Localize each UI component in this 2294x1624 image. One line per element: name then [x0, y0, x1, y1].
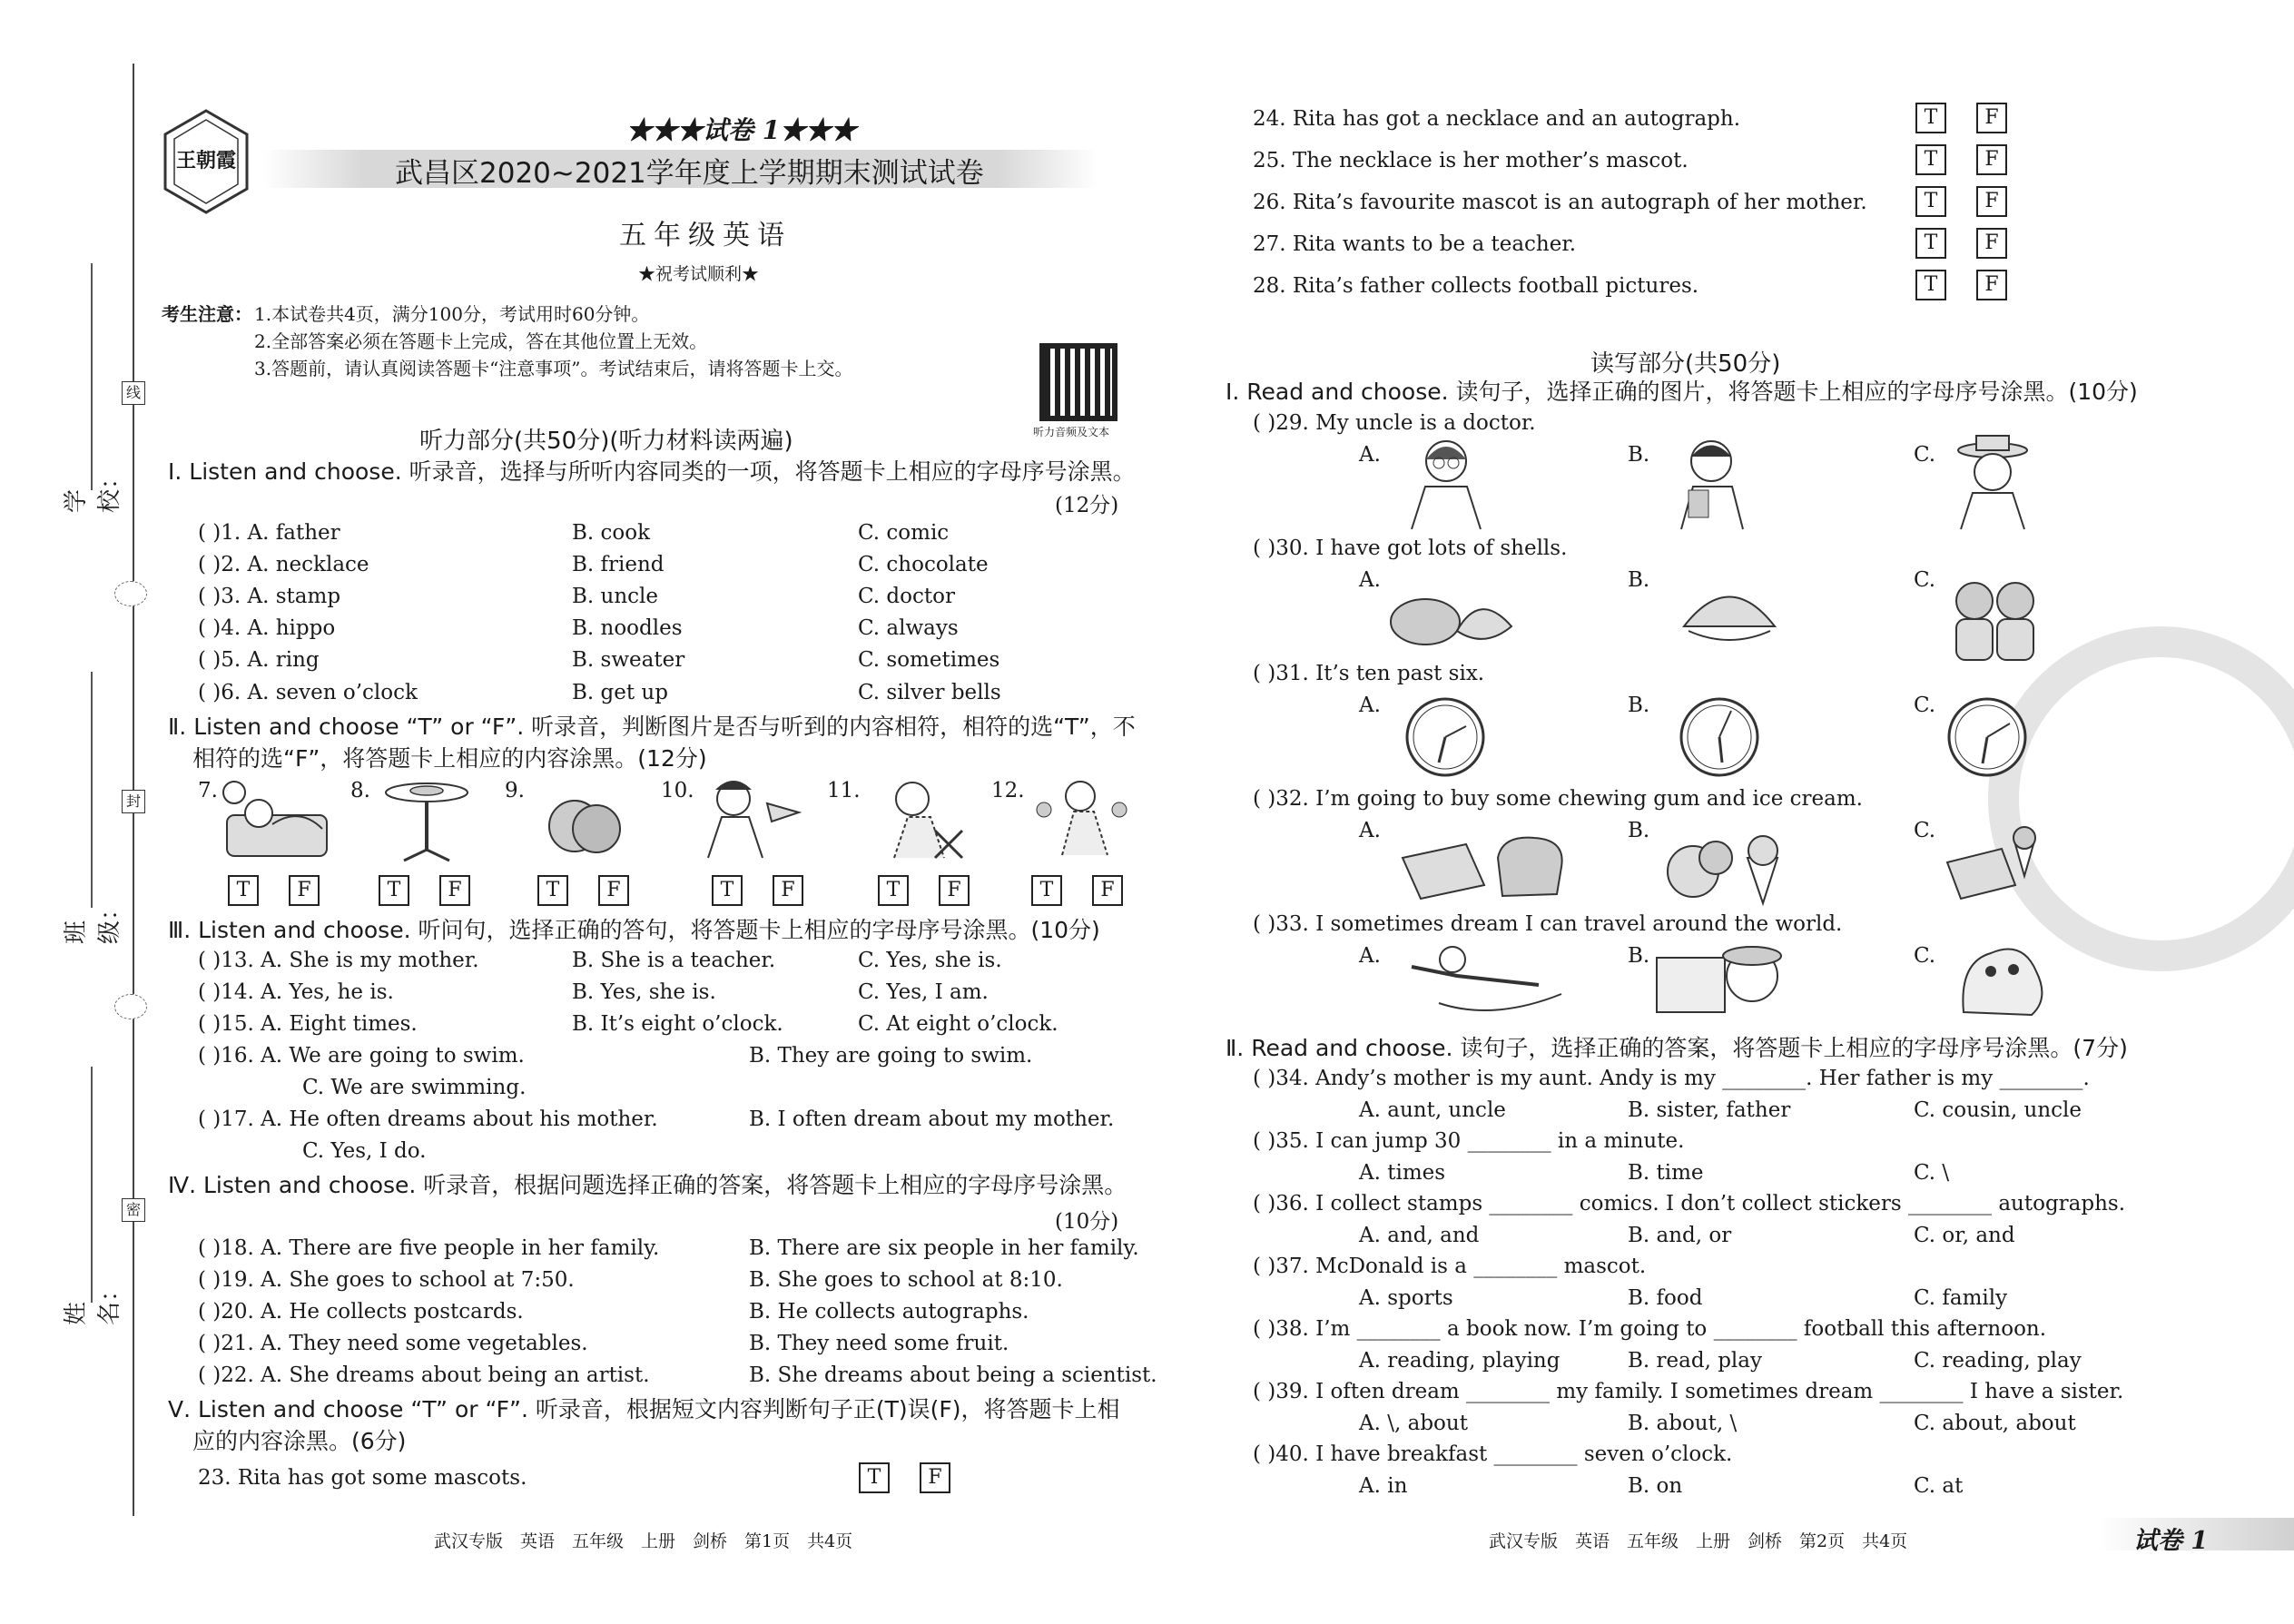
q1-c[interactable]: C. comic [858, 521, 950, 545]
q2-c[interactable]: C. chocolate [858, 553, 989, 576]
tf-25-f[interactable]: F [1976, 144, 2007, 175]
notice-label: 考生注意： [162, 303, 252, 325]
jellyfish-hat-icon [1675, 576, 1784, 658]
q33-opt-b[interactable]: B. [1628, 944, 1650, 968]
q35-c[interactable]: C. \ [1914, 1161, 1950, 1185]
q32: ( )32. I’m going to buy some chewing gum and ice cream. [1253, 787, 1863, 811]
gum-and-ice-cream-icon [1943, 822, 2043, 908]
q3-a[interactable]: ( )3. A. stamp [198, 585, 341, 608]
school-label: 学校： [63, 465, 123, 513]
listening-title: 听力部分(共50分)(听力材料读两遍) [419, 428, 793, 455]
pic-num-7: 7. [198, 779, 218, 802]
name-label: 姓名： [63, 1277, 123, 1325]
tf-10-t[interactable]: T [712, 875, 743, 906]
s3-instruction: Ⅲ. Listen and choose. 听问句，选择正确的答句，将答题卡上相应的字母序号涂黑。(10分) [168, 917, 1100, 943]
tf-9-f[interactable]: F [598, 875, 629, 906]
clock-icon [1403, 694, 1489, 781]
q4-b[interactable]: B. noodles [572, 616, 683, 640]
q36-b[interactable]: B. and, or [1628, 1224, 1732, 1247]
q33-opt-a[interactable]: A. [1359, 944, 1381, 968]
q16-a[interactable]: ( )16. A. We are going to swim. [198, 1044, 525, 1068]
tf-10-f[interactable]: F [773, 875, 803, 906]
q5-b[interactable]: B. sweater [572, 648, 685, 672]
tf-8-t[interactable]: T [379, 875, 409, 906]
binding-hole [114, 581, 147, 606]
class-label: 班级： [63, 896, 123, 944]
q30-opt-b[interactable]: B. [1628, 568, 1650, 592]
q15-b[interactable]: B. It’s eight o’clock. [572, 1012, 783, 1036]
teddy-bears-icon [1943, 574, 2047, 664]
pic-num-9: 9. [505, 779, 525, 802]
tf-9-t[interactable]: T [537, 875, 568, 906]
q36-c[interactable]: C. or, and [1914, 1224, 2015, 1247]
q35-b[interactable]: B. time [1628, 1161, 1704, 1185]
q31: ( )31. It’s ten past six. [1253, 662, 1485, 685]
q35: ( )35. I can jump 30 ________ in a minute. [1253, 1129, 1685, 1153]
q40-a[interactable]: A. in [1359, 1474, 1408, 1498]
tf-27-f[interactable]: F [1976, 228, 2007, 259]
q36: ( )36. I collect stamps ________ comics. I don’t collect stickers ________ autographs. [1253, 1192, 2126, 1216]
monster-icon [1950, 935, 2050, 1021]
q13-a[interactable]: ( )13. A. She is my mother. [198, 949, 479, 972]
sleeping-child-icon [218, 779, 336, 861]
q25: 25. The necklace is her mother’s mascot. [1253, 149, 1689, 172]
q33: ( )33. I sometimes dream I can travel around the world. [1253, 912, 1843, 936]
binding-mark-line: 线 [122, 381, 145, 405]
brand-logo [156, 107, 256, 216]
class-blank[interactable] [91, 672, 93, 908]
clock-icon [1944, 694, 2031, 781]
q19-b[interactable]: B. She goes to school at 8:10. [749, 1268, 1063, 1292]
qr-caption: 听力音频及文本 [1033, 426, 1110, 438]
q24: 24. Rita has got a necklace and an autograph. [1253, 107, 1741, 131]
q30-opt-a[interactable]: A. [1359, 568, 1381, 592]
s2-instruction-1: Ⅱ. Listen and choose “T” or “F”. 听录音，判断图片是否与听到的内容相符，相符的选“T”，不 [168, 714, 1136, 740]
q40-c[interactable]: C. at [1914, 1474, 1964, 1498]
q20-a[interactable]: ( )20. A. He collects postcards. [198, 1300, 524, 1324]
tf-23-f[interactable]: F [920, 1462, 950, 1493]
q38-c[interactable]: C. reading, play [1914, 1349, 2082, 1373]
q32-opt-b[interactable]: B. [1628, 819, 1650, 842]
q26: 26. Rita’s favourite mascot is an autograph of her mother. [1253, 191, 1867, 214]
q1-a[interactable]: ( )1. A. father [198, 521, 340, 545]
subject: 五年级英语 [619, 220, 792, 251]
pic-num-8: 8. [350, 779, 370, 802]
q6-a[interactable]: ( )6. A. seven o’clock [198, 681, 418, 704]
q34-c[interactable]: C. cousin, uncle [1914, 1098, 2082, 1122]
tf-28-f[interactable]: F [1976, 270, 2007, 300]
tf-23-t[interactable]: T [859, 1462, 890, 1493]
q27: 27. Rita wants to be a teacher. [1253, 232, 1577, 256]
wish: ★祝考试顺利★ [638, 264, 760, 284]
footer-right: 武汉专版 英语 五年级 上册 剑桥 第2页 共4页 [1489, 1531, 1908, 1551]
binding-hole [114, 994, 147, 1019]
clown-juggling-icon [1030, 773, 1130, 862]
q38-b[interactable]: B. read, play [1628, 1349, 1762, 1373]
notice-item: 2.全部答案必须在答题卡上完成，答在其他位置上无效。 [254, 330, 708, 352]
footer-left: 武汉专版 英语 五年级 上册 剑桥 第1页 共4页 [434, 1531, 853, 1551]
q34: ( )34. Andy’s mother is my aunt. Andy is my ________. Her father is my ________. [1253, 1067, 2090, 1090]
q3-c[interactable]: C. doctor [858, 585, 955, 608]
s4-score: (10分) [1055, 1210, 1119, 1234]
q6-b[interactable]: B. get up [572, 681, 668, 704]
q21-a[interactable]: ( )21. A. They need some vegetables. [198, 1332, 588, 1355]
q34-b[interactable]: B. sister, father [1628, 1098, 1791, 1122]
q13-b[interactable]: B. She is a teacher. [572, 949, 776, 972]
tf-8-f[interactable]: F [439, 875, 470, 906]
q17-b[interactable]: B. I often dream about my mother. [749, 1107, 1115, 1131]
watermark-secret-icon [1988, 626, 2294, 971]
q19-a[interactable]: ( )19. A. She goes to school at 7:50. [198, 1268, 575, 1292]
binding-margin [0, 0, 163, 1624]
old-man-with-hat-icon [1947, 434, 2033, 529]
q37-b[interactable]: B. food [1628, 1286, 1703, 1310]
q17-a[interactable]: ( )17. A. He often dreams about his mother. [198, 1107, 658, 1131]
gum-and-bread-icon [1398, 831, 1580, 903]
q40: ( )40. I have breakfast ________ seven o’clock. [1253, 1442, 1733, 1466]
table-with-plate-icon [377, 779, 477, 865]
notice-item: 1.本试卷共4页，满分100分，考试用时60分钟。 [254, 303, 650, 325]
q15-c[interactable]: C. At eight o’clock. [858, 1012, 1058, 1036]
q35-a[interactable]: A. times [1359, 1161, 1446, 1185]
fruit-and-ice-cream-icon [1661, 822, 1788, 908]
q15-a[interactable]: ( )15. A. Eight times. [198, 1012, 418, 1036]
q32-opt-a[interactable]: A. [1359, 819, 1381, 842]
tf-11-t[interactable]: T [878, 875, 909, 906]
q18-b[interactable]: B. There are six people in her family. [749, 1236, 1139, 1260]
q31-opt-c[interactable]: C. [1914, 694, 1936, 717]
q29-opt-b[interactable]: B. [1628, 443, 1650, 467]
pic-num-12: 12. [991, 779, 1025, 802]
q2-b[interactable]: B. friend [572, 553, 665, 576]
woman-doctor-icon [1403, 434, 1489, 529]
q21-b[interactable]: B. They need some fruit. [749, 1332, 1009, 1355]
s2-instruction-2: 相符的选“F”，将答题卡上相应的内容涂黑。(12分) [192, 745, 707, 772]
q5-c[interactable]: C. sometimes [858, 648, 1000, 672]
footer-tag: 试卷 1 [2133, 1527, 2209, 1555]
flying-boy-icon [1403, 940, 1566, 1017]
pic-num-10: 10. [661, 779, 694, 802]
brand-name: 王朝霞 [175, 149, 236, 172]
clock-icon [1677, 694, 1763, 781]
q31-opt-b[interactable]: B. [1628, 694, 1650, 717]
tf-11-f[interactable]: F [939, 875, 970, 906]
tf-28-t[interactable]: T [1915, 270, 1946, 300]
q37-c[interactable]: C. family [1914, 1286, 2008, 1310]
q22-b[interactable]: B. She dreams about being a scientist. [749, 1363, 1157, 1387]
q22-a[interactable]: ( )22. A. She dreams about being an artist. [198, 1363, 650, 1387]
q37: ( )37. McDonald is a ________ mascot. [1253, 1255, 1647, 1278]
pic-num-11: 11. [827, 779, 861, 802]
q31-opt-a[interactable]: A. [1359, 694, 1381, 717]
s5-instruction-1: Ⅴ. Listen and choose “T” or “F”. 听录音，根据短文内容判断句子正(T)误(F)，将答题卡上相 [168, 1396, 1120, 1422]
q33-opt-c[interactable]: C. [1914, 944, 1936, 968]
tf-12-t[interactable]: T [1031, 875, 1062, 906]
binding-mark-secret: 密 [122, 1198, 145, 1222]
q32-opt-c[interactable]: C. [1914, 819, 1936, 842]
tf-26-t[interactable]: T [1915, 186, 1946, 217]
tf-7-t[interactable]: T [228, 875, 259, 906]
q4-c[interactable]: C. always [858, 616, 959, 640]
q36-a[interactable]: A. and, and [1359, 1224, 1480, 1247]
q39-a[interactable]: A. \, about [1359, 1412, 1468, 1435]
q28: 28. Rita’s father collects football pictures. [1253, 274, 1699, 298]
q1-b[interactable]: B. cook [572, 521, 651, 545]
tf-24-t[interactable]: T [1915, 103, 1946, 133]
q29-opt-c[interactable]: C. [1914, 443, 1936, 467]
paper-tag: ★★★试卷 1★★★ [626, 115, 857, 145]
q2-a[interactable]: ( )2. A. necklace [198, 553, 369, 576]
q6-c[interactable]: C. silver bells [858, 681, 1001, 704]
girl-with-map-icon [1652, 940, 1788, 1021]
s1-score: (12分) [1055, 494, 1119, 517]
man-holding-bird-icon [699, 776, 808, 862]
q39-c[interactable]: C. about, about [1914, 1412, 2076, 1435]
notice-item: 3.答题前，请认真阅读答题卡“注意事项”。考试结束后，请将答题卡上交。 [254, 358, 853, 379]
exam-title: 武昌区2020~2021学年度上学期期末测试试卷 [395, 157, 984, 190]
shells-icon [1384, 581, 1516, 654]
q20-b[interactable]: B. He collects autographs. [749, 1300, 1029, 1324]
clown-icon [871, 776, 971, 862]
peaches-icon [540, 788, 631, 861]
q23: 23. Rita has got some mascots. [198, 1466, 527, 1490]
q37-a[interactable]: A. sports [1359, 1286, 1453, 1310]
rs1-instruction: Ⅰ. Read and choose. 读句子，选择正确的图片，将答题卡上相应的字母序号涂黑。(10分) [1226, 379, 2138, 405]
q29: ( )29. My uncle is a doctor. [1253, 411, 1536, 435]
q14-c[interactable]: C. Yes, I am. [858, 980, 989, 1004]
reading-title: 读写部分(共50分) [1590, 350, 1781, 378]
q39-b[interactable]: B. about, \ [1628, 1412, 1738, 1435]
tf-7-f[interactable]: F [289, 875, 320, 906]
tf-26-f[interactable]: F [1976, 186, 2007, 217]
q38-a[interactable]: A. reading, playing [1359, 1349, 1561, 1373]
school-blank[interactable] [91, 263, 93, 490]
man-with-tablet-icon [1670, 434, 1757, 529]
q16-c[interactable]: C. We are swimming. [302, 1076, 527, 1099]
tf-27-t[interactable]: T [1915, 228, 1946, 259]
s1-instruction: Ⅰ. Listen and choose. 听录音，选择与所听内容同类的一项，将答题卡上相应的字母序号涂黑。 [168, 458, 1136, 485]
tf-25-t[interactable]: T [1915, 144, 1946, 175]
q18-a[interactable]: ( )18. A. There are five people in her family. [198, 1236, 660, 1260]
q40-b[interactable]: B. on [1628, 1474, 1683, 1498]
binding-mark-seal: 封 [122, 790, 145, 813]
tf-24-f[interactable]: F [1976, 103, 2007, 133]
q14-a[interactable]: ( )14. A. Yes, he is. [198, 980, 394, 1004]
s5-instruction-2: 应的内容涂黑。(6分) [192, 1428, 407, 1454]
q14-b[interactable]: B. Yes, she is. [572, 980, 716, 1004]
q29-opt-a[interactable]: A. [1359, 443, 1381, 467]
q4-a[interactable]: ( )4. A. hippo [198, 616, 336, 640]
qr-code-icon[interactable] [1039, 343, 1117, 421]
tf-12-f[interactable]: F [1092, 875, 1123, 906]
q5-a[interactable]: ( )5. A. ring [198, 648, 320, 672]
q34-a[interactable]: A. aunt, uncle [1359, 1098, 1506, 1122]
q39: ( )39. I often dream ________ my family. I sometimes dream ________ I have a sister. [1253, 1380, 2124, 1403]
name-blank[interactable] [91, 1067, 93, 1303]
s4-instruction: Ⅳ. Listen and choose. 听录音，根据问题选择正确的答案，将答题卡上相应的字母序号涂黑。 [168, 1172, 1127, 1198]
q30: ( )30. I have got lots of shells. [1253, 536, 1568, 560]
q38: ( )38. I’m ________ a book now. I’m going to ________ football this afternoon. [1253, 1317, 2047, 1341]
q13-c[interactable]: C. Yes, she is. [858, 949, 1002, 972]
rs2-instruction: Ⅱ. Read and choose. 读句子，选择正确的答案，将答题卡上相应的字母序号涂黑。(7分) [1226, 1035, 2128, 1061]
q3-b[interactable]: B. uncle [572, 585, 658, 608]
q17-c[interactable]: C. Yes, I do. [302, 1139, 427, 1163]
q30-opt-c[interactable]: C. [1914, 568, 1936, 592]
q16-b[interactable]: B. They are going to swim. [749, 1044, 1033, 1068]
